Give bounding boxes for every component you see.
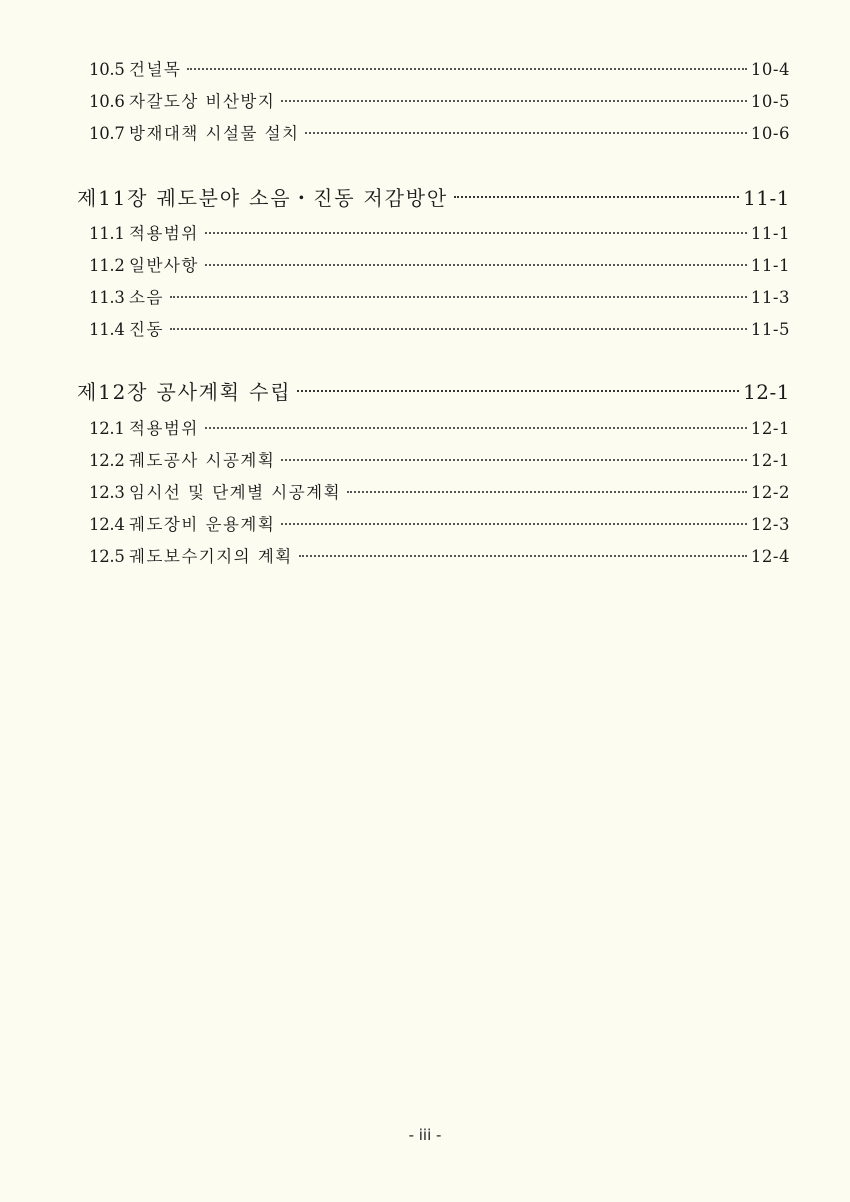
page-number: 12-3 [750,515,790,534]
dot-leader [281,99,747,102]
toc-entry-12-3 [89,479,790,503]
section-number: 10.7 [89,124,125,143]
section-number: 10.5 [89,60,125,79]
toc-entry-12-1 [89,415,790,439]
dot-leader [454,195,739,198]
section-title: 자갈도상 비산방지 [129,92,276,111]
section-number: 12.5 [89,547,125,566]
page-number: 10-4 [750,60,790,79]
section-title: 소음 [129,288,164,307]
section-title: 방재대책 시설물 설치 [129,124,300,143]
section-title: 궤도장비 운용계획 [129,515,276,534]
dot-leader [205,426,747,429]
toc-entry-11-1 [89,220,790,244]
dot-leader [170,327,747,330]
section-title: 적용범위 [129,224,199,243]
page-number: 10-5 [750,92,790,111]
toc-entry-10-7 [89,120,790,144]
section-number: 12.2 [89,451,125,470]
section-number: 10.6 [89,92,125,111]
section-number: 12.1 [89,419,125,438]
toc-entry-12-2 [89,447,790,471]
section-title: 궤도보수기지의 계획 [129,547,293,566]
toc-entry-10-5 [89,56,790,80]
page-number: 11-1 [750,224,790,243]
section-title: 일반사항 [129,256,199,275]
dot-leader [281,458,747,461]
dot-leader [205,263,747,266]
dot-leader [305,131,746,134]
chapter-title: 제12장 공사계획 수립 [77,380,292,404]
toc-chapter-11 [77,182,790,212]
toc-entry-11-3 [89,284,790,308]
page-number: 12-4 [750,547,790,566]
page-number: 11-1 [750,256,790,275]
page-number: 12-2 [750,483,790,502]
toc-chapter-12 [77,376,790,406]
chapter-title: 제11장 궤도분야 소음・진동 저감방안 [77,186,449,210]
page-number: 12-1 [750,419,790,438]
toc-entry-12-5 [89,543,790,567]
dot-leader [170,295,747,298]
dot-leader [297,389,739,392]
toc-entry-12-4 [89,511,790,535]
section-number: 11.2 [89,256,125,275]
dot-leader [187,67,747,70]
section-title: 적용범위 [129,419,199,438]
section-title: 궤도공사 시공계획 [129,451,276,470]
dot-leader [281,522,747,525]
section-number: 12.3 [89,483,125,502]
page-number: 10-6 [750,124,790,143]
page-number: 12-1 [743,380,790,404]
page-footer-number: - iii - [408,1126,442,1144]
toc-entry-11-2 [89,252,790,276]
section-number: 11.1 [89,224,125,243]
section-title: 진동 [129,320,164,339]
section-title: 임시선 및 단계별 시공계획 [129,483,342,502]
section-title: 건널목 [129,60,182,79]
dot-leader [299,554,747,557]
dot-leader [205,231,747,234]
dot-leader [347,490,747,493]
section-number: 11.4 [89,320,125,339]
page-number: 11-3 [750,288,790,307]
toc-entry-10-6 [89,88,790,112]
page-number: 11-5 [750,320,790,339]
section-number: 12.4 [89,515,125,534]
page-number: 12-1 [750,451,790,470]
toc-entry-11-4 [89,316,790,340]
page-number: 11-1 [743,186,790,210]
section-number: 11.3 [89,288,125,307]
